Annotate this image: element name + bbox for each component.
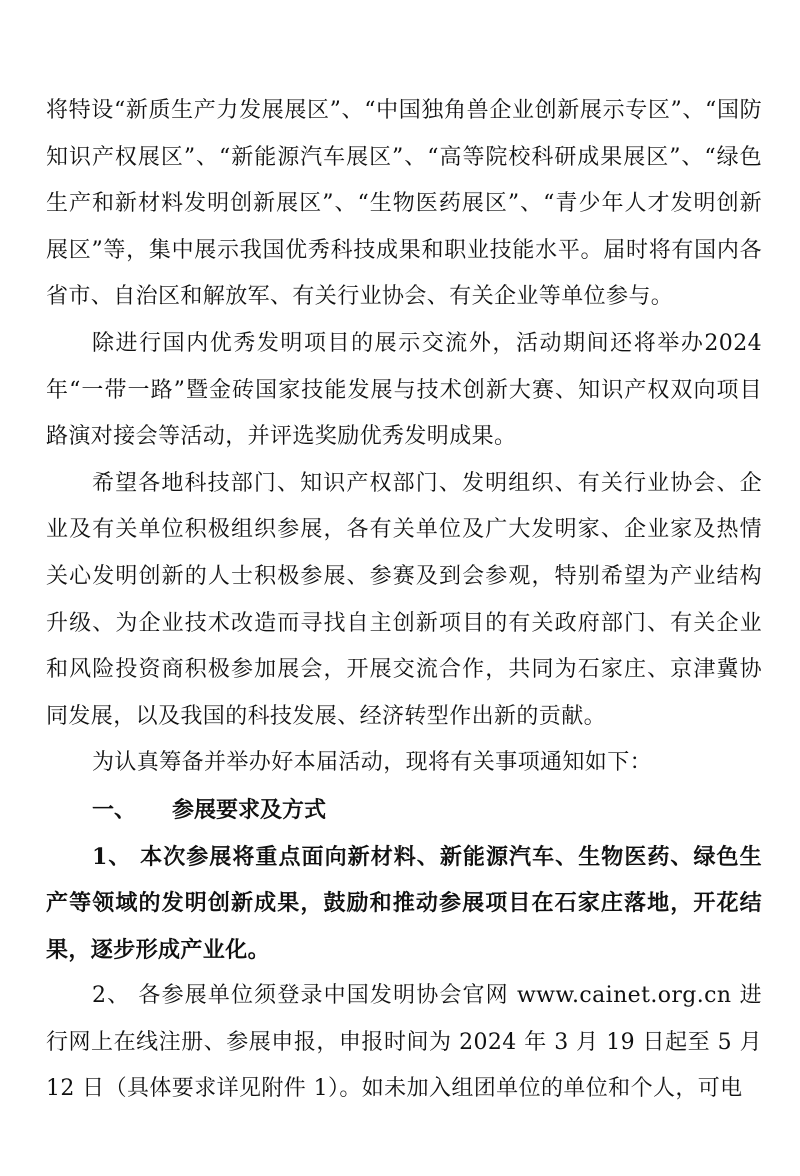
list-item-1: 1、 本次参展将重点面向新材料、新能源汽车、生物医药、绿色生产等领域的发明创新成果，鼓励和推动参展项目在石家庄落地，开花结果，逐步形成产业化。 [46, 843, 762, 963]
paragraph-invitation: 希望各地科技部门、知识产权部门、发明组织、有关行业协会、企业及有关单位积极组织参展，各有关单位及广大发明家、企业家及热情关心发明创新的人士积极参展、参赛及到会参观，特别希望为产业结构升级、为企业技术改造而寻找自主创新项目的有关政府部门、有关企业和风险投资商积极参加展会，开展交流合作，共同为石家庄、京津冀协同发展，以及我国的科技发展、经济转型作出新的贡献。 [46, 470, 762, 729]
section-number: 一、 [92, 796, 137, 823]
list-item-2: 2、 各参展单位须登录中国发明协会官网 www.cainet.org.cn 进行网上在线注册、参展申报，申报时间为 2024 年 3 月 19 日起至 5 月 12 日（具体要求详见附件 1）。如未加入组团单位的单位和个人，可电 [46, 983, 762, 1102]
section-title: 参展要求及方式 [172, 796, 327, 823]
section-heading [46, 787, 762, 834]
paragraph-activities: 除进行国内优秀发明项目的展示交流外，活动期间还将举办2024年“一带一路”暨金砖国家技能发展与技术创新大赛、知识产权双向项目路演对接会等活动，并评选奖励优秀发明成果。 [46, 330, 762, 450]
paragraph-exhibition-zones: 将特设“新质生产力发展展区”、“中国独角兽企业创新展示专区”、“国防知识产权展区”、“新能源汽车展区”、“高等院校科研成果展区”、“绿色生产和新材料发明创新展区”、“生物医药展区”、“青少年人才发明创新展区”等，集中展示我国优秀科技成果和职业技能水平。届时将有国内各省市、自治区和解放军、有关行业协会、有关企业等单位参与。 [46, 98, 762, 310]
document-page [46, 88, 762, 1113]
paragraph-notice-intro: 为认真筹备并举办好本届活动，现将有关事项通知如下： [92, 750, 653, 776]
